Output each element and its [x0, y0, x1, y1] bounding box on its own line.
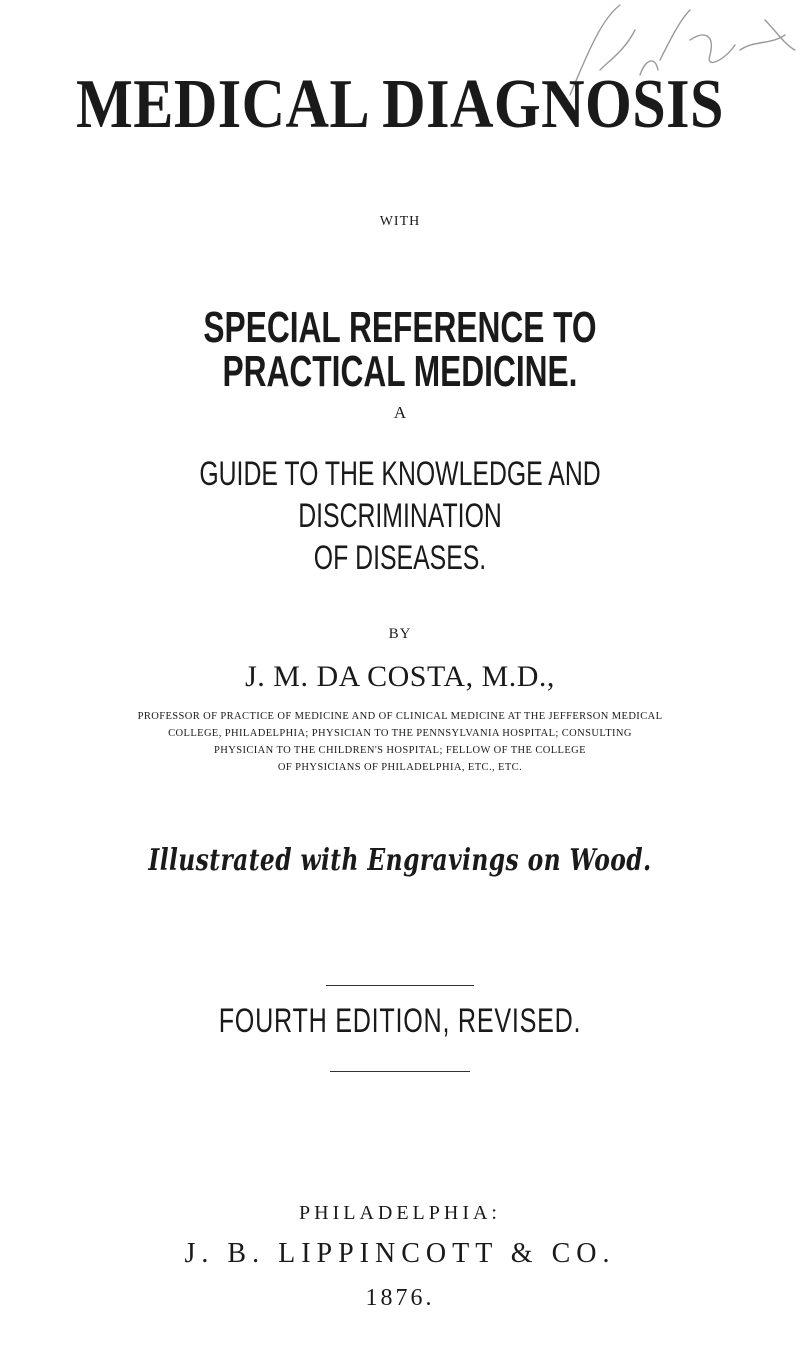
- article-a: A: [393, 403, 407, 422]
- with-word: WITH: [379, 214, 421, 229]
- subtitle: SPECIAL REFERENCE TO PRACTICAL MEDICINE.: [203, 303, 597, 396]
- divider-bottom: [330, 1071, 470, 1072]
- guide-line-2: OF DISEASES.: [313, 539, 487, 577]
- divider-top: [326, 985, 474, 986]
- guide-line-1: GUIDE TO THE KNOWLEDGE AND DISCRIMINATION: [199, 455, 601, 535]
- imprint-city: PHILADELPHIA:: [299, 1202, 501, 1224]
- credential-line: COLLEGE, PHILADELPHIA; PHYSICIAN TO THE PENNSYLVANIA HOSPITAL; CONSULTING: [168, 728, 632, 739]
- imprint-publisher: J. B. LIPPINCOTT & CO.: [184, 1238, 616, 1269]
- by-word: BY: [388, 626, 412, 642]
- book-title: MEDICAL DIAGNOSIS: [76, 66, 724, 143]
- author-name: J. M. DA COSTA, M.D.,: [245, 660, 555, 693]
- credential-line: OF PHYSICIANS OF PHILADELPHIA, ETC., ETC.: [277, 762, 523, 773]
- guide-heading: [108, 453, 692, 579]
- edition-statement: FOURTH EDITION, REVISED.: [218, 1002, 582, 1040]
- illustrated-note: Illustrated with Engravings on Wood.: [148, 843, 652, 878]
- imprint-year: 1876.: [365, 1285, 435, 1311]
- credential-line: PHYSICIAN TO THE CHILDREN'S HOSPITAL; FELLOW OF THE COLLEGE: [214, 745, 586, 756]
- author-credentials: [0, 708, 800, 776]
- credential-line: PROFESSOR OF PRACTICE OF MEDICINE AND OF CLINICAL MEDICINE AT THE JEFFERSON MEDICAL: [137, 711, 663, 722]
